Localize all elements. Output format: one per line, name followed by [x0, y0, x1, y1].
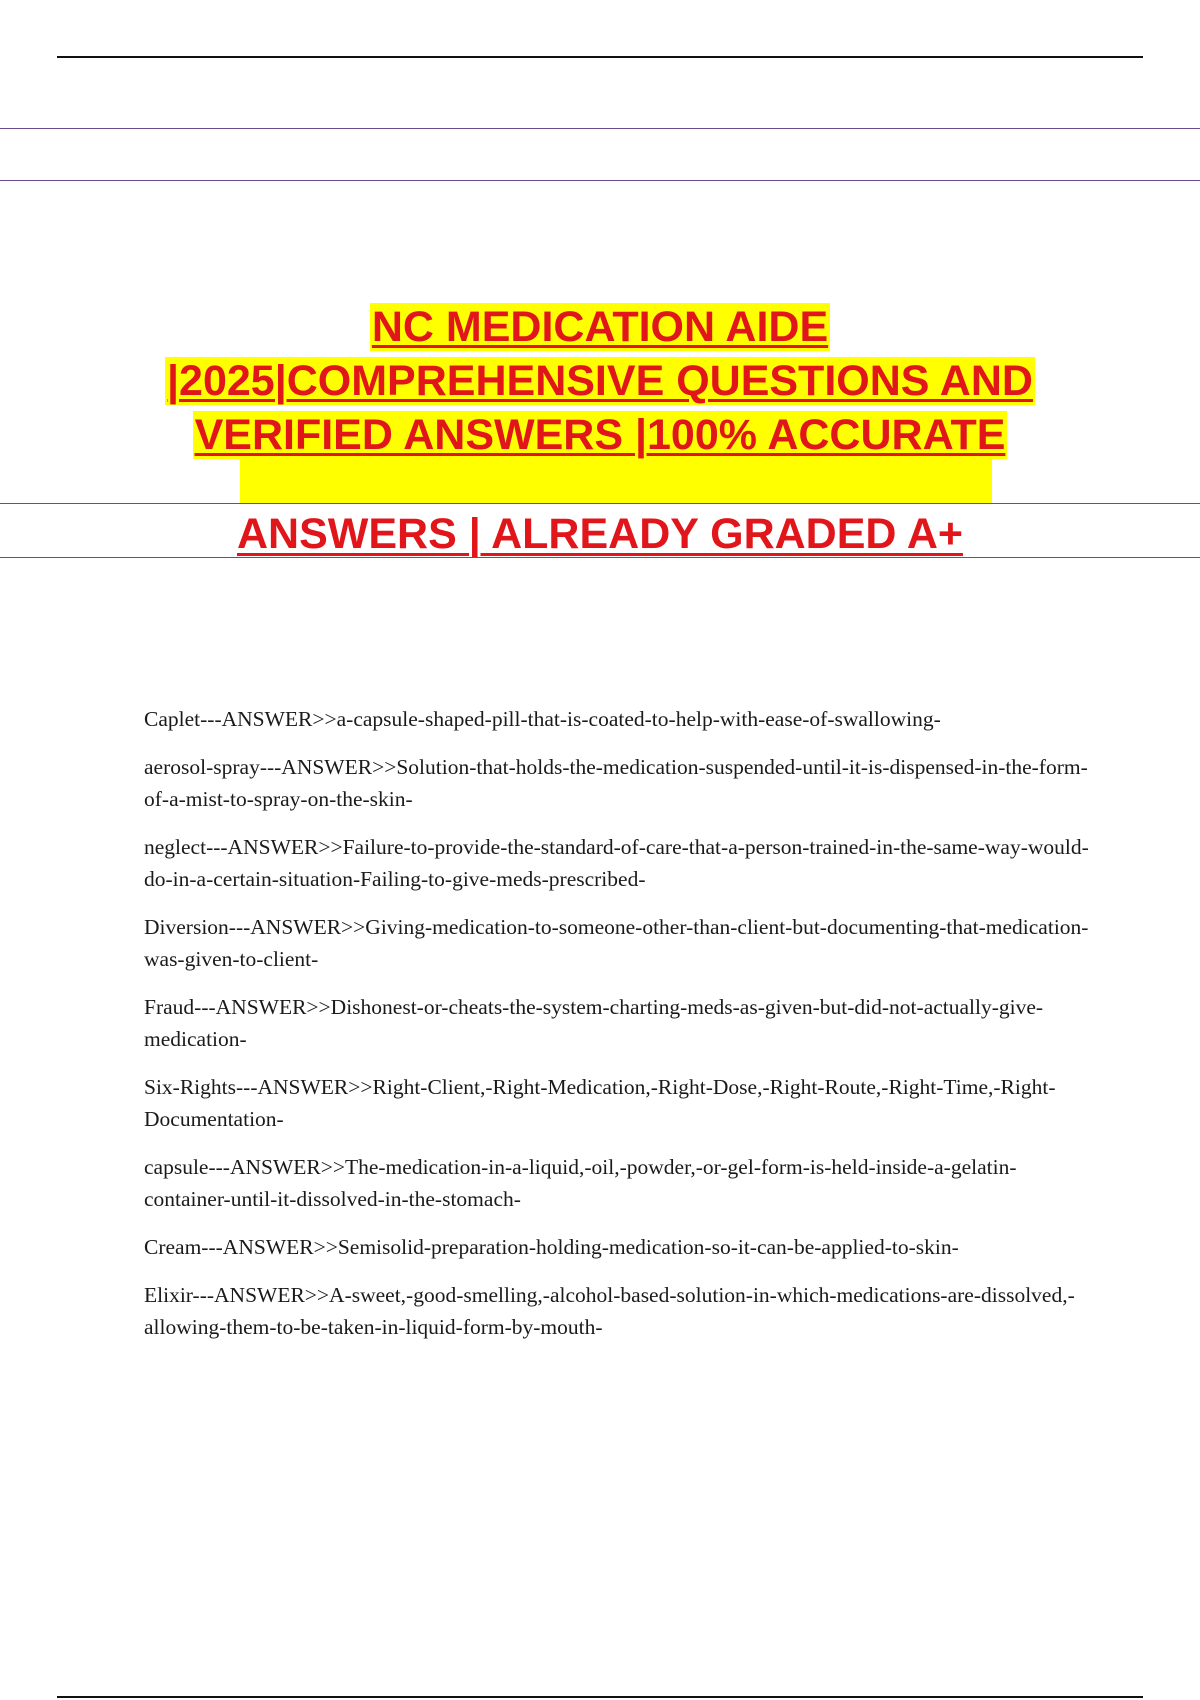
qa-item: Caplet---ANSWER>>a-capsule-shaped-pill-that-is-coated-to-help-with-ease-of-swallowing-	[144, 707, 941, 731]
document-title	[0, 300, 1200, 462]
qa-list	[144, 703, 1094, 1359]
qa-item: Elixir---ANSWER>>A-sweet,-good-smelling,-alcohol-based-solution-in-which-medications-are-dissolved,-allowing-them-to-be-taken-in-liquid-form-by-mouth-	[144, 1283, 1075, 1339]
qa-item: Diversion---ANSWER>>Giving-medication-to-someone-other-than-client-but-documenting-that-medication-was-given-to-client-	[144, 915, 1089, 971]
divider-line	[0, 128, 1200, 129]
qa-item: Fraud---ANSWER>>Dishonest-or-cheats-the-system-charting-meds-as-given-but-did-not-actually-give-medication-	[144, 995, 1044, 1051]
title-line: VERIFIED ANSWERS |100% ACCURATE	[194, 411, 1006, 459]
document-subtitle	[0, 507, 1200, 561]
divider-line	[0, 503, 1200, 504]
title-line: NC MEDICATION AIDE	[371, 303, 829, 351]
highlight-band	[240, 456, 992, 504]
qa-item: neglect---ANSWER>>Failure-to-provide-the-standard-of-care-that-a-person-trained-in-the-same-way-would-do-in-a-certain-situation-Failing-to-give-meds-prescribed-	[144, 835, 1089, 891]
qa-item: Six-Rights---ANSWER>>Right-Client,-Right-Medication,-Right-Dose,-Right-Route,-Right-Time,-Right-Documentation-	[144, 1075, 1056, 1131]
divider-line	[0, 180, 1200, 181]
qa-item: Cream---ANSWER>>Semisolid-preparation-holding-medication-so-it-can-be-applied-to-skin-	[144, 1235, 959, 1259]
bottom-rule	[57, 1696, 1143, 1698]
qa-item: aerosol-spray---ANSWER>>Solution-that-holds-the-medication-suspended-until-it-is-dispensed-in-the-form-of-a-mist-to-spray-on-the-skin-	[144, 755, 1088, 811]
top-rule	[57, 56, 1143, 58]
title-line: |2025|COMPREHENSIVE QUESTIONS AND	[167, 357, 1033, 405]
subtitle-text: ANSWERS | ALREADY GRADED A+	[237, 510, 963, 558]
divider-line	[0, 557, 1200, 558]
qa-item: capsule---ANSWER>>The-medication-in-a-liquid,-oil,-powder,-or-gel-form-is-held-inside-a-gelatin-container-until-it-dissolved-in-the-stomach-	[144, 1155, 1017, 1211]
